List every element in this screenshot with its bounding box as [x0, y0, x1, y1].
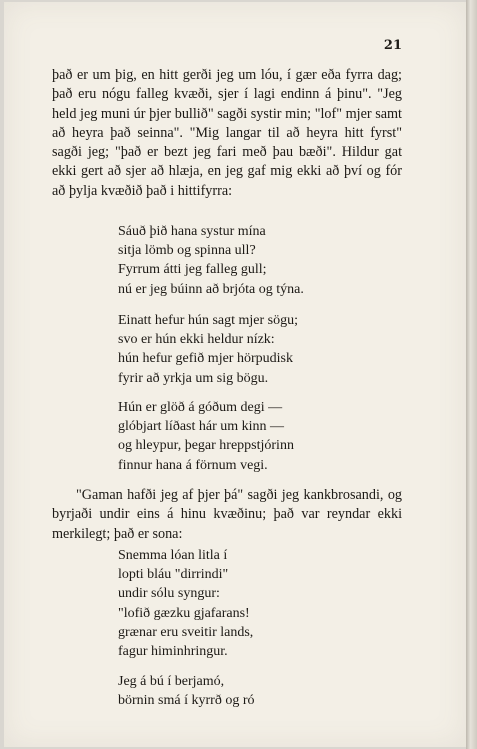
poem-line: Snemma lóan litla í: [118, 548, 228, 563]
poem-line: og hleypur, þegar hreppstjórinn: [118, 438, 294, 454]
poem-1-stanza-2: [118, 311, 378, 388]
poem-line: lopti bláu "dirrindi": [118, 567, 229, 583]
poem-line: sitja lömb og spinna ull?: [118, 243, 256, 259]
poem-line: "lofið gæzku gjafarans!: [118, 605, 250, 621]
page-gutter: [466, 0, 477, 749]
page-number: 21: [383, 38, 402, 53]
paragraph-1-text: það er um þig, en hitt gerði jeg um lóu, í gær eða fyrra dag; það eru nógu falleg kvæði, sjer í lagi endinn á þinu". "Jeg held jeg muni úr þjer bullið" sagði systir min; "lof" mjer samt að heyra það seinna". "Mig langar til að heyra hitt fyrst" sagði jeg; "það er bezt jeg fari með þau bæði". Hildur gat ekki gert að sjer að hlæja, en jeg gaf mig ekki að því og fór að þylja kvæðið það i hittifyrra:: [52, 67, 403, 199]
poem-line: Fyrrum átti jeg falleg gull;: [118, 262, 267, 278]
poem-line: Hún er glöð á góðum degi —: [118, 400, 283, 415]
poem-line: finnur hana á förnum vegi.: [118, 457, 268, 473]
paragraph-2: [52, 486, 402, 544]
paragraph-1: [52, 66, 402, 201]
poem-2-stanza-1: [118, 546, 378, 661]
poem-line: fagur himinhringur.: [118, 644, 228, 660]
poem-line: grænar eru sveitir lands,: [118, 624, 254, 640]
poem-1-stanza-1: [118, 222, 378, 299]
poem-line: fyrir að yrkja um sig bögu.: [118, 370, 269, 386]
poem-line: börnin smá í kyrrð og ró: [118, 693, 255, 709]
poem-line: Sáuð þið hana systur mína: [118, 224, 266, 239]
poem-line: undir sólu syngur:: [118, 586, 220, 602]
poem-line: Jeg á bú í berjamó,: [118, 674, 225, 689]
poem-1-stanza-3: [118, 398, 378, 475]
poem-line: Einatt hefur hún sagt mjer sögu;: [118, 313, 299, 328]
poem-line: svo er hún ekki heldur nízk:: [118, 332, 275, 348]
paragraph-2-text: "Gaman hafði jeg af þjer þá" sagði jeg kankbrosandi, og byrjaði undir eins á hinu kvæðinu; það var reyndar ekki merkilegt; það er sona:: [52, 487, 403, 542]
poem-line: nú er jeg búinn að brjóta og týna.: [118, 281, 304, 297]
poem-line: glóbjart líðast hár um kinn —: [118, 419, 285, 435]
poem-line: hún hefur gefið mjer hörpudisk: [118, 351, 293, 367]
poem-2-stanza-2: [118, 672, 378, 710]
